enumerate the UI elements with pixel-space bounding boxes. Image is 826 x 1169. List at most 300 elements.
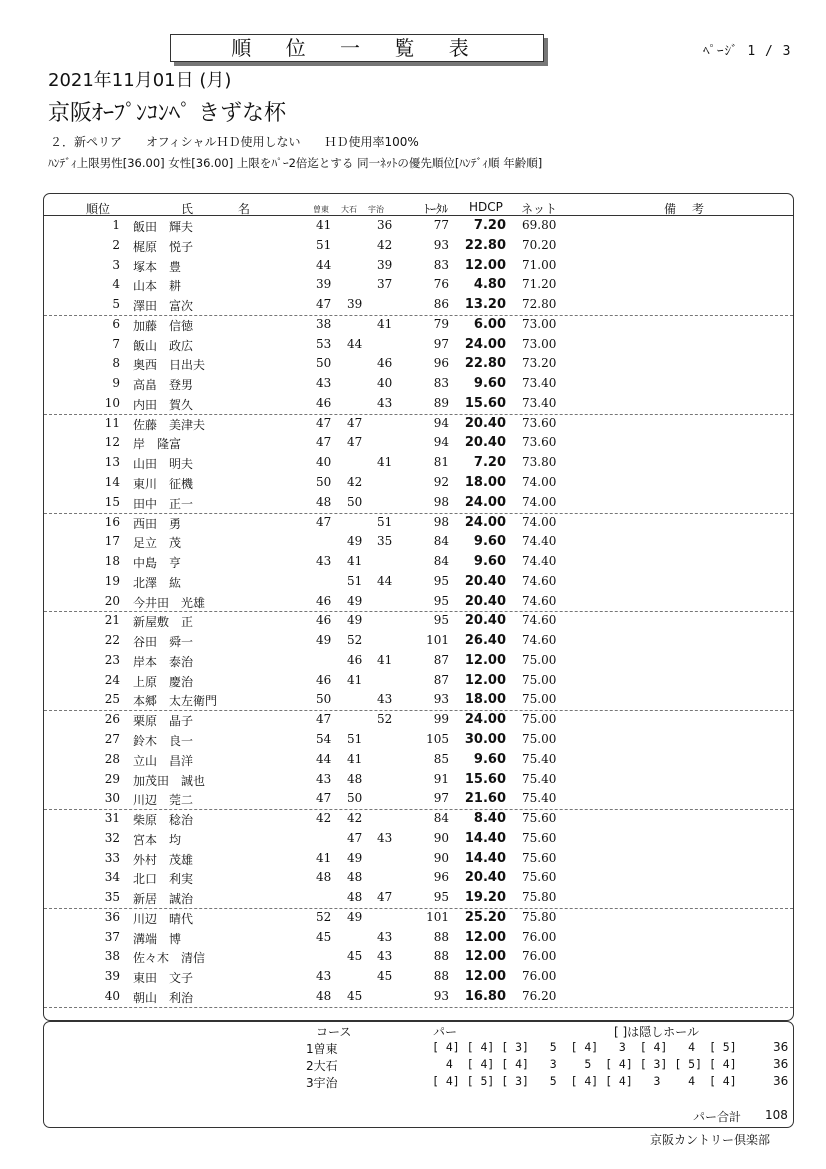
- row-name: 加藤 信徳: [133, 318, 194, 333]
- row-hdcp: 22.80: [464, 356, 506, 372]
- table-row: [44, 789, 793, 810]
- row-score-course3: 40: [377, 376, 393, 391]
- row-name: 谷田 舜一: [133, 635, 194, 650]
- row-score-course1: 46: [316, 395, 332, 410]
- row-net: 69.80: [522, 218, 557, 232]
- row-score-course1: 44: [316, 257, 332, 272]
- row-score-course1: 48: [316, 989, 332, 1004]
- row-name: 佐々木 清信: [133, 951, 206, 966]
- row-rank: 40: [104, 989, 120, 1004]
- header-name-b: 名: [238, 202, 251, 216]
- row-total: 95: [433, 593, 449, 608]
- table-row: [44, 750, 793, 770]
- row-score-course2: 49: [347, 850, 363, 865]
- row-rank: 4: [112, 277, 120, 292]
- page-number: ﾍﾟｰｼﾞ 1 / 3: [703, 44, 792, 59]
- row-total: 76: [433, 277, 449, 292]
- row-score-course3: 41: [377, 455, 393, 470]
- row-score-course3: 52: [377, 712, 393, 727]
- row-score-course1: 41: [316, 850, 332, 865]
- row-name: 山田 明夫: [133, 457, 194, 472]
- row-score-course1: 51: [316, 237, 332, 252]
- row-rank: 19: [104, 573, 120, 588]
- row-score-course2: 39: [347, 297, 363, 312]
- row-hdcp: 12.00: [464, 257, 506, 273]
- row-score-course1: 54: [316, 732, 332, 747]
- row-hdcp: 14.40: [464, 850, 506, 866]
- row-name: 岸本 泰治: [133, 654, 194, 669]
- row-hdcp: 12.00: [464, 929, 506, 945]
- row-name: 新居 誠治: [133, 892, 194, 907]
- table-row: [44, 315, 793, 335]
- row-total: 96: [433, 356, 449, 371]
- row-total: 95: [433, 613, 449, 628]
- row-hdcp: 20.40: [464, 870, 506, 886]
- table-row: [44, 354, 793, 374]
- row-rank: 18: [104, 554, 120, 569]
- row-score-course2: 47: [347, 415, 363, 430]
- table-row: [44, 730, 793, 750]
- row-name: 塚本 豊: [133, 259, 182, 274]
- row-net: 74.40: [522, 534, 557, 549]
- row-rank: 6: [112, 316, 120, 331]
- table-row: [44, 394, 793, 415]
- row-total: 93: [433, 237, 449, 252]
- row-score-course1: 46: [316, 613, 332, 628]
- row-rank: 37: [104, 929, 120, 944]
- row-total: 98: [433, 514, 449, 529]
- header-note-a: 備: [664, 202, 677, 216]
- row-hdcp: 12.00: [464, 672, 506, 688]
- row-rank: 28: [104, 751, 120, 766]
- row-score-course1: 38: [316, 316, 332, 331]
- row-score-course1: 47: [316, 415, 332, 430]
- row-total: 84: [433, 534, 449, 549]
- row-name: 今井田 光雄: [133, 595, 206, 610]
- row-score-course3: 43: [377, 395, 393, 410]
- row-rank: 26: [104, 712, 120, 727]
- row-name: 佐藤 美津夫: [133, 417, 206, 432]
- row-score-course1: 48: [316, 494, 332, 509]
- row-rank: 31: [104, 811, 120, 826]
- row-net: 75.40: [522, 751, 557, 766]
- row-name: 東田 文子: [133, 971, 194, 986]
- row-score-course3: 43: [377, 949, 393, 964]
- row-score-course1: 47: [316, 435, 332, 450]
- row-net: 75.80: [522, 890, 557, 905]
- row-rank: 25: [104, 692, 120, 707]
- row-score-course2: 49: [347, 613, 363, 628]
- row-hdcp: 30.00: [464, 732, 506, 748]
- course-pars: [ 4] [ 4] [ 3] 5 [ 4] 3 [ 4] 4 [ 5]: [432, 1040, 737, 1054]
- row-hdcp: 12.00: [464, 949, 506, 965]
- row-name: 東川 征機: [133, 477, 194, 491]
- row-net: 74.00: [522, 494, 557, 509]
- row-total: 101: [426, 633, 449, 648]
- row-total: 77: [433, 218, 449, 232]
- table-row: [44, 868, 793, 888]
- row-name: 加茂田 誠也: [133, 773, 206, 788]
- row-score-course3: 43: [377, 830, 393, 845]
- table-row: [44, 552, 793, 572]
- header-net: ネット: [521, 202, 558, 216]
- header-hdcp: HDCP: [469, 200, 503, 214]
- row-name: 山本 耕: [133, 279, 182, 294]
- table-row: [44, 710, 793, 730]
- row-total: 91: [433, 771, 449, 786]
- row-score-course2: 47: [347, 830, 363, 845]
- row-hdcp: 22.80: [464, 237, 506, 253]
- page-title: 順 位 一 覧 表: [170, 34, 544, 62]
- course-total: 36: [773, 1057, 789, 1071]
- table-row: [44, 631, 793, 651]
- row-score-course2: 51: [347, 732, 363, 747]
- row-total: 88: [433, 969, 449, 984]
- row-rank: 39: [104, 969, 120, 984]
- row-score-course3: 51: [377, 514, 393, 529]
- row-hdcp: 8.40: [473, 811, 506, 827]
- par-total-value: 108: [765, 1108, 788, 1122]
- row-score-course2: 49: [347, 593, 363, 608]
- table-row: [44, 256, 793, 276]
- table-row: [44, 374, 793, 394]
- row-net: 75.00: [522, 692, 557, 707]
- row-total: 88: [433, 929, 449, 944]
- row-name: 本郷 太左衛門: [133, 694, 218, 709]
- row-rank: 14: [104, 475, 120, 489]
- row-name: 西田 勇: [133, 516, 182, 531]
- table-row: [44, 611, 793, 631]
- course-total: 36: [773, 1074, 789, 1088]
- row-net: 76.00: [522, 929, 557, 944]
- row-net: 75.80: [522, 909, 557, 924]
- row-name: 奥西 日出夫: [133, 358, 206, 373]
- row-net: 74.00: [522, 475, 557, 489]
- row-name: 鈴木 良一: [133, 734, 194, 749]
- row-score-course3: 39: [377, 257, 393, 272]
- course-name: 1曽東: [306, 1042, 338, 1056]
- table-row: [44, 967, 793, 987]
- row-name: 岸 隆富: [133, 437, 182, 452]
- row-rank: 10: [104, 395, 120, 410]
- row-score-course2: 48: [347, 890, 363, 905]
- row-rank: 5: [112, 297, 120, 312]
- row-net: 73.40: [522, 376, 557, 391]
- table-row: [44, 513, 793, 533]
- table-row: [44, 690, 793, 711]
- row-total: 101: [426, 909, 449, 924]
- row-hdcp: 9.60: [473, 751, 506, 767]
- course-name: 3宇治: [306, 1076, 338, 1090]
- row-score-course2: 47: [347, 435, 363, 450]
- row-total: 88: [433, 949, 449, 964]
- row-score-course3: 43: [377, 692, 393, 707]
- row-total: 94: [433, 435, 449, 450]
- row-score-course1: 47: [316, 712, 332, 727]
- row-hdcp: 24.00: [464, 336, 506, 352]
- row-score-course2: 41: [347, 554, 363, 569]
- row-net: 73.40: [522, 395, 557, 410]
- row-rank: 17: [104, 534, 120, 549]
- row-net: 73.60: [522, 435, 557, 450]
- event-name: 京阪ｵｰﾌﾟﾝｺﾝﾍﾟ きずな杯: [48, 101, 286, 126]
- event-date: 2021年11月01日 (月): [48, 70, 232, 91]
- row-score-course2: 50: [347, 791, 363, 806]
- row-hdcp: 12.00: [464, 969, 506, 985]
- row-net: 74.60: [522, 593, 557, 608]
- row-hdcp: 14.40: [464, 830, 506, 846]
- row-total: 98: [433, 494, 449, 509]
- row-score-course3: 46: [377, 356, 393, 371]
- row-total: 90: [433, 850, 449, 865]
- row-score-course1: 43: [316, 376, 332, 391]
- row-rank: 24: [104, 672, 120, 687]
- row-name: 飯田 輝夫: [133, 220, 194, 234]
- row-rank: 27: [104, 732, 120, 747]
- row-score-course1: 39: [316, 277, 332, 292]
- row-net: 74.60: [522, 573, 557, 588]
- row-rank: 11: [104, 415, 120, 430]
- row-score-course2: 41: [347, 672, 363, 687]
- row-score-course1: 47: [316, 297, 332, 312]
- row-score-course2: 49: [347, 534, 363, 549]
- row-rank: 35: [104, 890, 120, 905]
- row-total: 86: [433, 297, 449, 312]
- row-score-course3: 36: [377, 218, 393, 232]
- row-score-course1: 41: [316, 218, 332, 232]
- row-hdcp: 4.80: [473, 277, 506, 293]
- row-hdcp: 9.60: [473, 554, 506, 570]
- row-rank: 9: [112, 376, 120, 391]
- header-course2: 大石: [341, 205, 357, 214]
- row-hdcp: 12.00: [464, 652, 506, 668]
- row-net: 73.80: [522, 455, 557, 470]
- table-row: [44, 295, 793, 316]
- row-score-course2: 48: [347, 870, 363, 885]
- row-total: 93: [433, 989, 449, 1004]
- row-total: 87: [433, 652, 449, 667]
- row-rank: 33: [104, 850, 120, 865]
- row-score-course1: 44: [316, 751, 332, 766]
- row-name: 田中 正一: [133, 496, 194, 511]
- row-score-course1: 40: [316, 455, 332, 470]
- row-rank: 8: [112, 356, 120, 371]
- row-net: 75.00: [522, 712, 557, 727]
- row-net: 75.60: [522, 870, 557, 885]
- row-net: 75.00: [522, 652, 557, 667]
- row-name: 上原 慶治: [133, 674, 194, 689]
- row-score-course3: 43: [377, 929, 393, 944]
- row-net: 75.60: [522, 850, 557, 865]
- table-row: [44, 849, 793, 869]
- row-net: 71.00: [522, 257, 557, 272]
- row-hdcp: 21.60: [464, 791, 506, 807]
- row-total: 83: [433, 376, 449, 391]
- table-row: [44, 493, 793, 514]
- table-row: [44, 414, 793, 434]
- row-rank: 1: [112, 218, 120, 232]
- row-hdcp: 7.20: [473, 218, 506, 233]
- row-total: 94: [433, 415, 449, 430]
- row-score-course1: 52: [316, 909, 332, 924]
- row-hdcp: 7.20: [473, 455, 506, 471]
- row-score-course1: 45: [316, 929, 332, 944]
- row-rank: 2: [112, 237, 120, 252]
- row-rank: 16: [104, 514, 120, 529]
- row-name: 足立 茂: [133, 536, 182, 551]
- row-rank: 21: [104, 613, 120, 628]
- row-score-course3: 41: [377, 652, 393, 667]
- row-name: 梶原 悦子: [133, 239, 194, 254]
- row-score-course2: 46: [347, 652, 363, 667]
- row-net: 74.60: [522, 613, 557, 628]
- row-score-course1: 47: [316, 514, 332, 529]
- club-name: 京阪カントリー倶楽部: [650, 1133, 771, 1147]
- row-score-course3: 35: [377, 534, 393, 549]
- header-rank: 順位: [86, 202, 111, 216]
- row-hdcp: 15.60: [464, 771, 506, 787]
- par-total-label: パー合計: [693, 1110, 742, 1124]
- row-hdcp: 19.20: [464, 890, 506, 906]
- row-total: 105: [426, 732, 449, 747]
- row-net: 73.20: [522, 356, 557, 371]
- row-total: 93: [433, 692, 449, 707]
- row-total: 95: [433, 890, 449, 905]
- row-score-course3: 44: [377, 573, 393, 588]
- row-total: 84: [433, 554, 449, 569]
- table-row: [44, 275, 793, 295]
- table-row: [44, 335, 793, 355]
- row-hdcp: 13.20: [464, 297, 506, 313]
- row-net: 73.60: [522, 415, 557, 430]
- header-note-b: 考: [692, 202, 705, 216]
- row-net: 73.00: [522, 316, 557, 331]
- row-name: 北澤 紘: [133, 575, 182, 590]
- row-net: 74.60: [522, 633, 557, 648]
- row-total: 79: [433, 316, 449, 331]
- row-name: 内田 賀久: [133, 397, 194, 412]
- row-net: 74.40: [522, 554, 557, 569]
- table-row: [44, 671, 793, 691]
- table-row: [44, 592, 793, 613]
- table-row: [44, 532, 793, 552]
- row-score-course1: 50: [316, 356, 332, 371]
- row-hdcp: 20.40: [464, 435, 506, 451]
- row-net: 71.20: [522, 277, 557, 292]
- row-hdcp: 20.40: [464, 613, 506, 629]
- row-name: 高畠 登男: [133, 378, 194, 393]
- row-rank: 23: [104, 652, 120, 667]
- row-total: 85: [433, 751, 449, 766]
- row-rank: 3: [112, 257, 120, 272]
- row-hdcp: 18.00: [464, 475, 506, 490]
- row-score-course1: 43: [316, 554, 332, 569]
- row-name: 川辺 晴代: [133, 911, 194, 926]
- row-score-course2: 45: [347, 989, 363, 1004]
- table-row: [44, 947, 793, 967]
- row-name: 溝端 博: [133, 931, 182, 946]
- table-row: [44, 453, 793, 473]
- row-total: 87: [433, 672, 449, 687]
- table-row: [44, 236, 793, 256]
- row-hdcp: 6.00: [473, 316, 506, 332]
- row-rank: 20: [104, 593, 120, 608]
- row-name: 川辺 莞二: [133, 793, 194, 808]
- row-score-course1: 48: [316, 870, 332, 885]
- row-score-course3: 41: [377, 316, 393, 331]
- row-score-course3: 42: [377, 237, 393, 252]
- row-net: 72.80: [522, 297, 557, 312]
- row-score-course2: 42: [347, 475, 363, 489]
- table-row: [44, 473, 793, 493]
- row-net: 75.60: [522, 811, 557, 826]
- table-row: [44, 888, 793, 909]
- row-rank: 36: [104, 909, 120, 924]
- course-name: 2大石: [306, 1059, 338, 1073]
- row-total: 92: [433, 475, 449, 489]
- row-score-course2: 45: [347, 949, 363, 964]
- table-row: [44, 572, 793, 592]
- row-total: 83: [433, 257, 449, 272]
- row-rank: 32: [104, 830, 120, 845]
- row-score-course2: 52: [347, 633, 363, 648]
- row-score-course1: 43: [316, 771, 332, 786]
- row-score-course2: 51: [347, 573, 363, 588]
- row-name: 新屋敷 正: [133, 615, 194, 630]
- table-row: [44, 928, 793, 948]
- hidden-hole-note: [ ]は隠しホール: [614, 1025, 699, 1039]
- course-total: 36: [773, 1040, 789, 1054]
- header-course1: 曽東: [313, 205, 329, 214]
- row-total: 96: [433, 870, 449, 885]
- course-pars: [ 4] [ 5] [ 3] 5 [ 4] [ 4] 3 4 [ 4]: [432, 1074, 737, 1088]
- table-row: [44, 829, 793, 849]
- row-name: 澤田 富次: [133, 299, 194, 314]
- header-name-a: 氏: [181, 202, 194, 216]
- row-score-course2: 41: [347, 751, 363, 766]
- row-rank: 12: [104, 435, 120, 450]
- row-hdcp: 16.80: [464, 989, 506, 1005]
- row-hdcp: 15.60: [464, 395, 506, 411]
- row-net: 75.60: [522, 830, 557, 845]
- row-name: 外村 茂雄: [133, 852, 194, 867]
- row-rank: 29: [104, 771, 120, 786]
- table-row: [44, 809, 793, 829]
- row-score-course1: 47: [316, 791, 332, 806]
- row-score-course1: 53: [316, 336, 332, 351]
- row-net: 76.20: [522, 989, 557, 1004]
- row-score-course3: 45: [377, 969, 393, 984]
- row-hdcp: 9.60: [473, 376, 506, 392]
- row-score-course1: 42: [316, 811, 332, 826]
- row-net: 73.00: [522, 336, 557, 351]
- row-score-course2: 49: [347, 909, 363, 924]
- row-hdcp: 20.40: [464, 415, 506, 431]
- row-name: 飯山 政広: [133, 338, 194, 353]
- row-name: 栗原 晶子: [133, 714, 194, 729]
- row-score-course2: 42: [347, 811, 363, 826]
- row-score-course2: 44: [347, 336, 363, 351]
- header-total: ﾄｰﾀﾙ: [424, 202, 449, 216]
- row-hdcp: 18.00: [464, 692, 506, 708]
- row-score-course1: 50: [316, 475, 332, 489]
- row-rank: 38: [104, 949, 120, 964]
- row-hdcp: 24.00: [464, 494, 506, 510]
- course-header: コース: [316, 1025, 352, 1039]
- row-total: 97: [433, 336, 449, 351]
- row-rank: 13: [104, 455, 120, 470]
- row-total: 84: [433, 811, 449, 826]
